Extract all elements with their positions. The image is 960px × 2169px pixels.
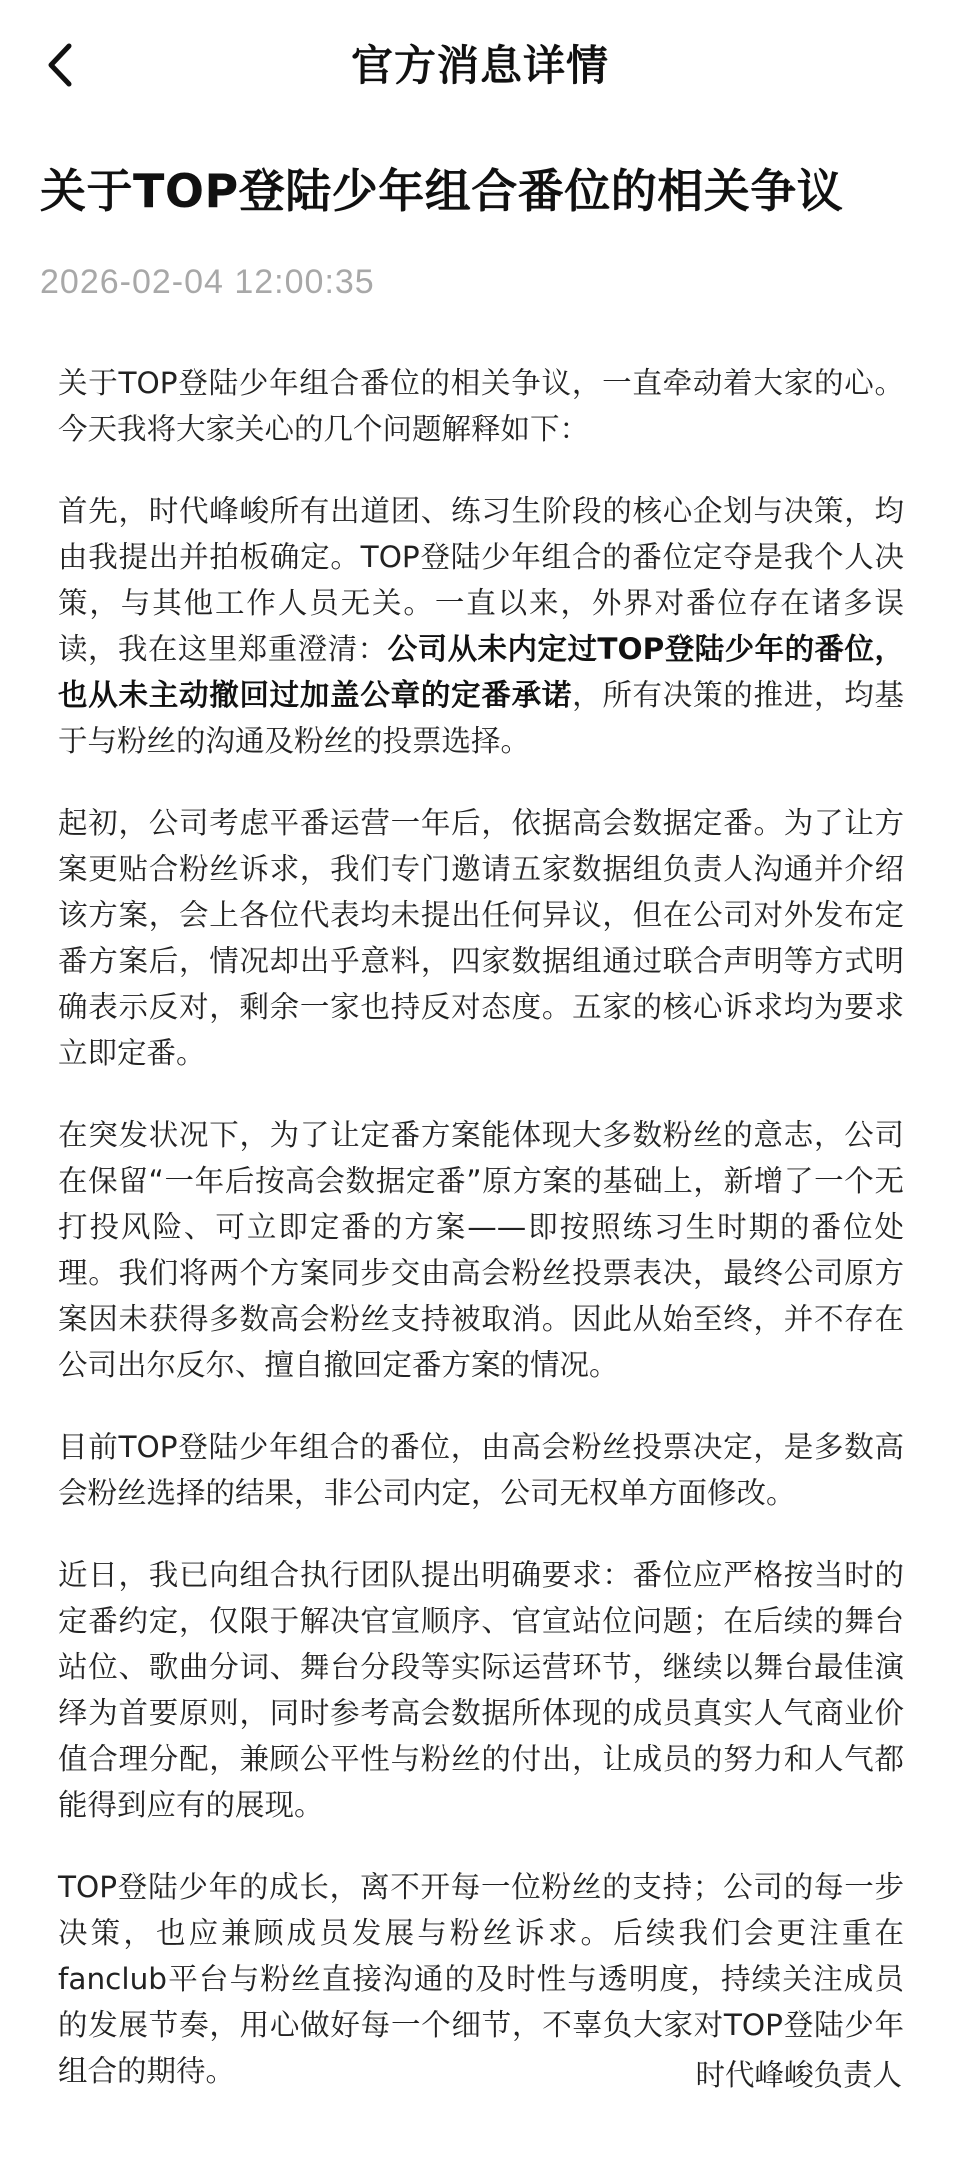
nav-bar (0, 0, 960, 130)
paragraph-text: 关于TOP登陆少年组合番位的相关争议，一直牵动着大家的心。今天我将大家关心的几个问题解释如下： (58, 366, 904, 446)
signature: 时代峰峻负责人 (695, 2058, 902, 2092)
publish-timestamp: 2026-02-04 12:00:35 (40, 263, 375, 301)
paragraph-text: TOP登陆少年的成长，离不开每一位粉丝的支持；公司的每一步决策，也应兼顾成员发展与粉丝诉求。后续我们会更注重在fanclub平台与粉丝直接沟通的及时性与透明度，持续关注成员的发展节奏，用心做好每一个细节，不辜负大家对TOP登陆少年组合的期待。 (58, 1870, 904, 2088)
paragraph-text: 起初，公司考虑平番运营一年后，依据高会数据定番。为了让方案更贴合粉丝诉求，我们专门邀请五家数据组负责人沟通并介绍该方案，会上各位代表均未提出任何异议，但在公司对外发布定番方案后，情况却出乎意料，四家数据组通过联合声明等方式明确表示反对，剩余一家也持反对态度。五家的核心诉求均为要求立即定番。 (58, 806, 904, 1070)
article-paragraph (58, 1112, 904, 1388)
paragraph-text: 近日，我已向组合执行团队提出明确要求：番位应严格按当时的定番约定，仅限于解决官宣顺序、官宣站位问题；在后续的舞台站位、歌曲分词、舞台分段等实际运营环节，继续以舞台最佳演绎为首要原则，同时参考高会数据所体现的成员真实人气商业价值合理分配，兼顾公平性与粉丝的付出，让成员的努力和人气都能得到应有的展现。 (58, 1558, 904, 1822)
article-paragraph (58, 800, 904, 1076)
paragraph-text: 在突发状况下，为了让定番方案能体现大多数粉丝的意志，公司在保留“一年后按高会数据定番”原方案的基础上，新增了一个无打投风险、可立即定番的方案——即按照练习生时期的番位处理。我们将两个方案同步交由高会粉丝投票表决，最终公司原方案因未获得多数高会粉丝支持被取消。因此从始至终，并不存在公司出尔反尔、擅自撤回定番方案的情况。 (58, 1118, 904, 1382)
article-header (40, 160, 920, 304)
article-body (58, 360, 904, 2130)
paragraph-text: 目前TOP登陆少年组合的番位，由高会粉丝投票决定，是多数高会粉丝选择的结果，非公司内定，公司无权单方面修改。 (58, 1430, 904, 1510)
article-paragraph (58, 360, 904, 452)
article-title: 关于TOP登陆少年组合番位的相关争议 (40, 164, 844, 218)
page-title: 官方消息详情 (350, 41, 609, 90)
article-paragraph (58, 1424, 904, 1516)
paragraph-text: ，所有决策的推进，均基于与粉丝的沟通及粉丝的投票选择。 (58, 678, 904, 758)
article-paragraph (58, 1552, 904, 1828)
paragraph-text: 首先，时代峰峻所有出道团、练习生阶段的核心企划与决策，均由我提出并拍板确定。TOP登陆少年组合的番位定夺是我个人决策，与其他工作人员无关。一直以来，外界对番位存在诸多误读，我在这里郑重澄清： (58, 494, 904, 666)
article-paragraph (58, 488, 904, 764)
bold-statement: 公司从未内定过TOP登陆少年的番位，也从未主动撤回过加盖公章的定番承诺 (58, 632, 904, 712)
